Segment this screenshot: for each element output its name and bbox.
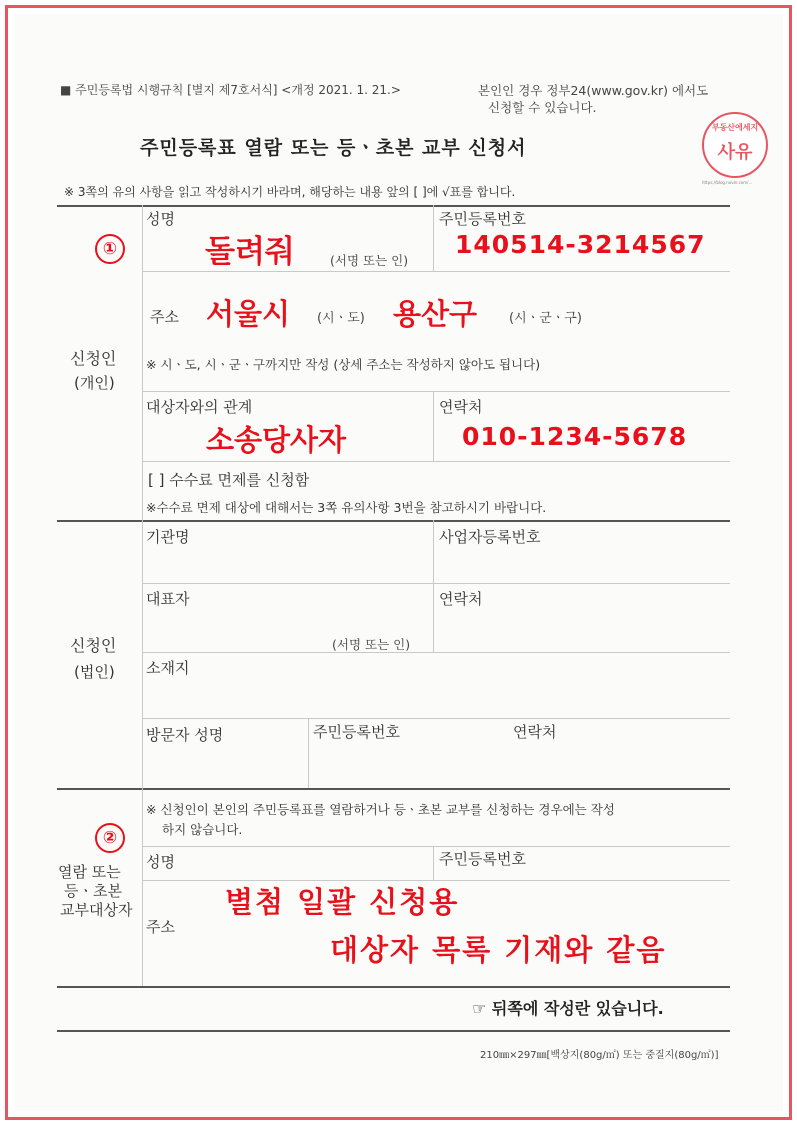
address-note: ※ 시ㆍ도, 시ㆍ군ㆍ구까지만 작성 (상세 주소는 작성하지 않아도 됩니다) [146, 357, 541, 372]
section-rule-3 [57, 986, 730, 988]
overlay-line1: 별첨 일괄 신청용 [225, 885, 460, 919]
name-rrn-divider [433, 205, 434, 271]
law-reference: ■ 주민등록법 시행규칙 [별지 제7호서식] <개정 2021. 1. 21.> [60, 83, 401, 97]
back-note: ☞ 뒤쪽에 작성란 있습니다. [472, 999, 664, 1018]
law-reference-text: 주민등록법 시행규칙 [별지 제7호서식] <개정 2021. 1. 21.> [75, 83, 401, 97]
address-label: 주소 [150, 308, 179, 326]
row-rule-4 [142, 583, 730, 584]
contact-value[interactable]: 010-1234-5678 [462, 422, 688, 451]
online-note-line2: 신청할 수 있습니다. [488, 100, 597, 115]
blog-stamp [702, 112, 768, 178]
location-label: 소재지 [146, 659, 190, 677]
rep-sign-label: (서명 또는 인) [332, 637, 411, 652]
table-top-rule [57, 205, 730, 207]
city-value[interactable]: 서울시 [206, 297, 291, 331]
name-label: 성명 [146, 210, 175, 228]
rrn-value[interactable]: 140514-3214567 [455, 230, 706, 259]
contact-label: 연락처 [439, 398, 483, 416]
row-rule-6 [142, 718, 730, 719]
district-suffix: (시ㆍ군ㆍ구) [509, 311, 582, 326]
name-value[interactable]: 돌려줘 [205, 234, 295, 270]
label-column-divider-2 [142, 520, 143, 788]
paper-spec: 210㎜×297㎜[백상지(80g/㎡) 또는 중질지(80g/㎡)] [480, 1050, 719, 1061]
section3-note-line1: ※ 신청인이 본인의 주민등록표를 열람하거나 등ㆍ초본 교부를 신청하는 경우에는 작성 [146, 802, 615, 817]
stamp-top-text: 부동산에세지 [711, 123, 759, 132]
target-rrn-label: 주민등록번호 [439, 850, 526, 868]
section-rule-1 [57, 520, 730, 522]
label-column-divider-1 [142, 205, 143, 520]
org-name-label: 기관명 [146, 528, 190, 546]
instruction-text: ※ 3쪽의 유의 사항을 읽고 작성하시기 바라며, 해당하는 내용 앞의 [ ]에 √표를 합니다. [64, 185, 516, 199]
footer-rule [57, 1030, 730, 1032]
rep-label: 대표자 [146, 590, 190, 608]
visitor-contact-label: 연락처 [513, 723, 557, 741]
section3-note-line2: 하지 않습니다. [162, 822, 243, 837]
stamp-main-text: 사유 [717, 142, 753, 163]
label-column-divider-3 [142, 788, 143, 986]
online-note-line1: 본인인 경우 정부24(www.gov.kr) 에서도 [478, 83, 709, 98]
target-address-label: 주소 [146, 918, 175, 936]
visitor-name-label: 방문자 성명 [146, 726, 224, 744]
section3-label-line1: 열람 또는 [58, 863, 121, 881]
fee-exemption-checkbox[interactable]: [ ] 수수료 면제를 신청함 [148, 471, 310, 489]
section-rule-2 [57, 788, 730, 790]
row-rule-7 [142, 846, 730, 847]
relation-value[interactable]: 소송당사자 [206, 423, 347, 457]
relation-label: 대상자와의 관계 [146, 398, 253, 416]
corp-contact-label: 연락처 [439, 590, 483, 608]
target-name-label: 성명 [146, 853, 175, 871]
row-rule-2 [142, 391, 730, 392]
section3-label-line2: 등ㆍ초본 [64, 882, 122, 900]
section3-label-line3: 교부대상자 [60, 901, 133, 919]
visitor-rrn-label: 주민등록번호 [313, 723, 400, 741]
org-bizno-divider [433, 520, 434, 652]
row-rule-1 [142, 271, 730, 272]
section1-label-line1: 신청인 [70, 349, 117, 368]
section2-label-line1: 신청인 [70, 636, 117, 655]
target-name-rrn-divider [433, 846, 434, 880]
section1-marker: ① [95, 234, 125, 264]
overlay-line2: 대상자 목록 기재와 같음 [330, 933, 667, 967]
row-rule-5 [142, 652, 730, 653]
stamp-url: https://blog.naver.com/... [702, 180, 753, 185]
section1-label-line2: (개인) [74, 374, 115, 392]
form-title: 주민등록표 열람 또는 등ㆍ초본 교부 신청서 [140, 137, 527, 159]
fee-exemption-note: ※수수료 면제 대상에 대해서는 3쪽 유의사항 3번을 참고하시기 바랍니다. [146, 500, 547, 515]
district-value[interactable]: 용산구 [393, 297, 478, 331]
section3-marker: ② [95, 823, 125, 853]
bizno-label: 사업자등록번호 [439, 528, 541, 546]
name-sign-label: (서명 또는 인) [330, 253, 409, 268]
section2-label-line2: (법인) [74, 663, 115, 681]
relation-contact-divider [433, 391, 434, 461]
rrn-label: 주민등록번호 [439, 210, 526, 228]
visitor-rrn-divider [308, 718, 309, 788]
row-rule-3 [142, 461, 730, 462]
city-suffix: (시ㆍ도) [317, 311, 365, 326]
